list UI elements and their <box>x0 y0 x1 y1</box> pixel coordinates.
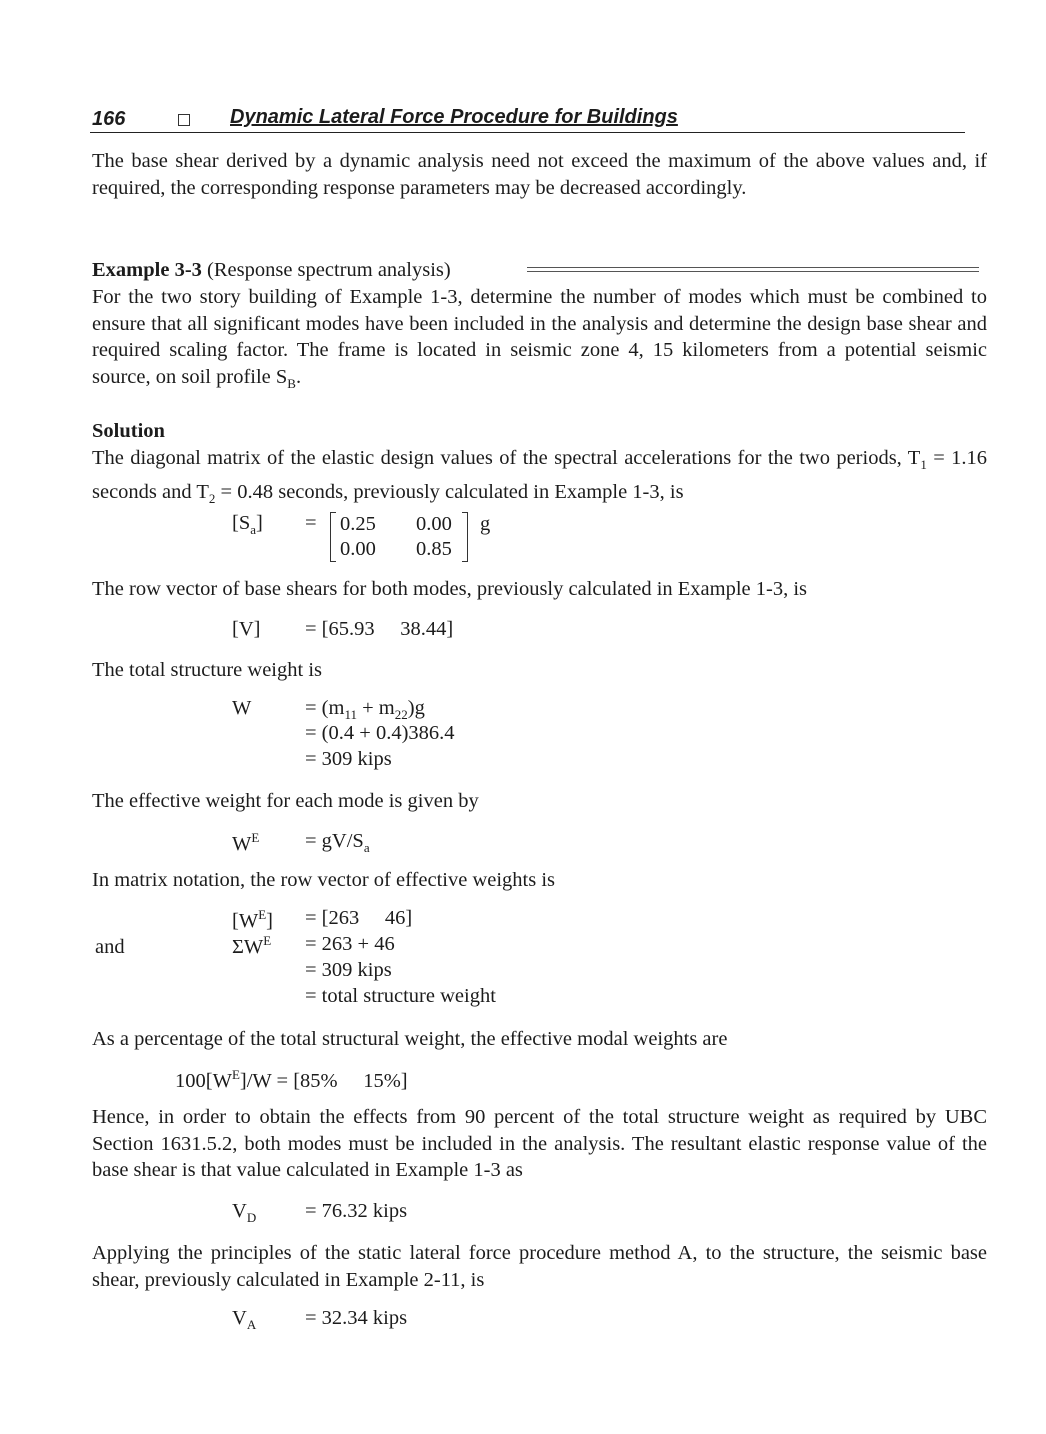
va-label <box>232 1307 256 1333</box>
page-number: 166 <box>92 108 126 130</box>
sum-equation-2: = 309 kips <box>305 959 392 981</box>
matrix-r2c1: 0.00 <box>340 538 376 560</box>
solution-paragraph-2: The row vector of base shears for both modes, previously calculated in Example 1-3, is <box>92 578 808 600</box>
we-label <box>232 830 259 856</box>
matrix-left-bracket <box>330 512 336 562</box>
m11-subscript: 11 <box>344 707 357 723</box>
v-equation: = [65.93 38.44] <box>305 618 454 640</box>
and-label: and <box>95 936 125 958</box>
sum-label <box>232 933 271 959</box>
matrix-r1c1: 0.25 <box>340 513 376 535</box>
example-title <box>92 259 451 282</box>
we-letter: W <box>232 832 252 855</box>
pct-superscript: E <box>231 1067 240 1082</box>
vd-letter: V <box>232 1200 247 1222</box>
wev-label <box>232 907 273 933</box>
example-rule <box>527 267 979 272</box>
we-eq-a: = gV/S <box>305 830 364 852</box>
sa-label-open: [S <box>232 512 251 534</box>
wev-open: [W <box>232 909 259 932</box>
wev-equation: = [263 46] <box>305 907 413 929</box>
pct-b: ]/W = [85% 15%] <box>239 1069 408 1092</box>
sa-label-close: ] <box>256 512 263 534</box>
w-label: W <box>232 697 252 719</box>
solution-paragraph-5: In matrix notation, the row vector of effective weights is <box>92 869 556 891</box>
w-eq1-c: )g <box>407 697 425 719</box>
solution-heading: Solution <box>92 420 165 442</box>
matrix-unit: g <box>480 513 491 535</box>
t2-subscript: 2 <box>208 490 216 506</box>
example-heading: Example 3-3 <box>92 259 202 281</box>
matrix-right-bracket <box>462 512 468 562</box>
solution-paragraph-1 <box>92 445 987 512</box>
w-equation-3: = 309 kips <box>305 748 392 770</box>
we-superscript: E <box>251 830 260 845</box>
example-subtitle: (Response spectrum analysis) <box>207 259 451 281</box>
w-equation-1 <box>305 697 425 723</box>
matrix-r1c2: 0.00 <box>416 513 452 535</box>
sa-subscript: a <box>250 522 257 538</box>
wev-superscript: E <box>258 907 267 922</box>
vd-label <box>232 1200 256 1226</box>
vd-subscript: D <box>246 1210 257 1226</box>
intro-paragraph: The base shear derived by a dynamic analysis need not exceed the maximum of the above values and, if required, the corresponding response parameters may be decreased accordingly. <box>92 150 987 199</box>
sum-equation-3: = total structure weight <box>305 985 496 1007</box>
w-eq1-a: = (m <box>305 697 345 719</box>
page-header <box>90 106 965 133</box>
square-icon <box>178 114 190 126</box>
soil-subscript: B <box>287 375 296 391</box>
va-letter: V <box>232 1307 247 1329</box>
sa-subscript-2: a <box>363 840 370 856</box>
w-equation-2: = (0.4 + 0.4)386.4 <box>305 722 455 744</box>
solution-paragraph-4: The effective weight for each mode is given by <box>92 790 479 812</box>
matrix-r2c2: 0.85 <box>416 538 452 560</box>
p1-part-a: The diagonal matrix of the elastic design values of the spectral accelerations for the two periods, T <box>92 447 921 469</box>
m22-subscript: 22 <box>394 707 408 723</box>
example-text: For the two story building of Example 1-3, determine the number of modes which must be combined to ensure that all significant modes have been included in the analysis and determine the design base shear and required scaling factor. The frame is located in seismic zone 4, 15 kilometers from a potential seismic source, on soil profile S <box>92 286 987 388</box>
p1-part-b: = 1.16 seconds and T <box>92 447 987 503</box>
solution-paragraph-7: Hence, in order to obtain the effects from 90 percent of the total structure weight as required by UBC Section 1631.5.2, both modes must be included in the analysis. The resultant elastic response value of the base shear is that value calculated in Example 1-3 as <box>92 1106 987 1181</box>
p1-part-c: = 0.48 seconds, previously calculated in Example 1-3, is <box>215 480 684 503</box>
example-problem <box>92 284 987 397</box>
sa-equals: = <box>305 512 317 534</box>
we-equation <box>305 830 370 856</box>
example-text-end: . <box>295 365 302 388</box>
solution-paragraph-8: Applying the principles of the static lateral force procedure method A, to the structure, the seismic base shear, previously calculated in Example 2-11, is <box>92 1242 987 1291</box>
v-label: [V] <box>232 618 261 640</box>
wev-close: ] <box>266 909 273 932</box>
sum-letter: ΣW <box>232 935 264 958</box>
solution-paragraph-6: As a percentage of the total structural weight, the effective modal weights are <box>92 1028 728 1050</box>
t1-subscript: 1 <box>920 457 927 473</box>
pct-a: 100[W <box>175 1069 232 1092</box>
sum-superscript: E <box>263 933 272 948</box>
percentage-equation <box>175 1067 408 1093</box>
running-title: Dynamic Lateral Force Procedure for Buildings <box>230 106 678 128</box>
solution-paragraph-3: The total structure weight is <box>92 659 322 681</box>
vd-equation: = 76.32 kips <box>305 1200 408 1222</box>
w-eq1-b: + m <box>357 697 395 719</box>
va-subscript: A <box>246 1317 257 1333</box>
va-equation: = 32.34 kips <box>305 1307 408 1329</box>
sum-equation-1: = 263 + 46 <box>305 933 395 955</box>
sa-label <box>232 512 263 538</box>
